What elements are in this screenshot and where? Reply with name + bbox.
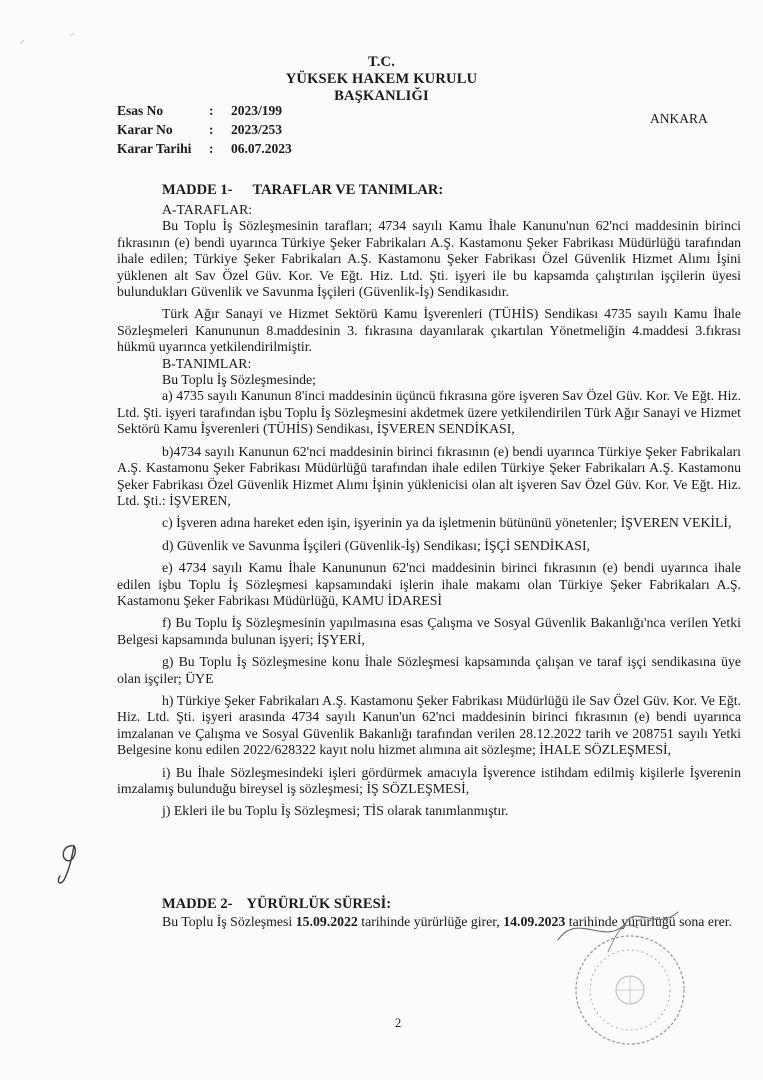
validity-text-pre: Bu Toplu İş Sözleşmesi [162, 914, 293, 929]
validity-text-mid: tarihinde yürürlüğe girer, [361, 914, 500, 929]
city: ANKARA [650, 111, 708, 126]
taraflar-paragraph-2: Türk Ağır Sanayi ve Hizmet Sektörü Kamu İşverenleri (TÜHİS) Sendikası 4735 sayılı Kamu İhale Sözleşmeleri Kanununun 8.maddesinin 3. fıkrasına dayanılarak çıkartılan Yönetmeliğin 4.maddesi 3.fıkrası hükmü uyarınca yetkilendirilmiştir. [117, 306, 741, 355]
definition-e: e) 4734 sayılı Kamu İhale Kanununun 62'nci maddesinin birinci fıkrasının (e) bendi uyarınca ihale edilen işbu Toplu İş Sözleşmesi kapsamındaki işlerin ihale makamı olan Türkiye Şeker Fabrikaları A.Ş. Kastamonu Şeker Fabrikası Müdürlüğü, KAMU İDARESİ [117, 560, 741, 608]
definition-a: a) 4735 sayılı Kanunun 8'inci maddesinin üçüncü fıkrasına göre işveren Sav Özel Güv. Kor. Ve Eğt. Hiz. Ltd. Şti. işyeri tarafından işbu Toplu İş Sözleşmesini akdetmek üzere yetkilendirilen Türk Ağır Sanayi ve Hizmet Sektörü Kamu İşverenleri (TÜHİS) Sendikası, İŞVEREN SENDİKASI, [117, 388, 741, 437]
tarih-row [117, 139, 292, 158]
karar-label: Karar No [117, 122, 173, 137]
definition-d: d) Güvenlik ve Savunma İşçileri (Güvenlik-İş) Sendikası; İŞÇİ SENDİKASI, [162, 537, 591, 553]
tarih-label: Karar Tarihi [117, 141, 192, 156]
header-presidency: BAŞKANLIĞI [334, 88, 429, 104]
madde2-title: YÜRÜRLÜK SÜRESİ: [246, 896, 392, 912]
definition-f: f) Bu Toplu İş Sözleşmesinin yapılmasına esas Çalışma ve Sosyal Güvenlik Bakanlığı'nca verilen Yetki Belgesi kapsamında bulunan işyeri; İŞYERİ, [117, 615, 741, 647]
header-tc: T.C. [367, 54, 396, 70]
colon: : [209, 141, 214, 156]
madde1-body [117, 202, 741, 820]
madde1-number: MADDE 1- [162, 182, 233, 198]
case-meta [117, 101, 292, 158]
taraflar-paragraph-1: Bu Toplu İş Sözleşmesinin tarafları; 4734 sayılı Kamu İhale Kanunu'nun 62'nci maddesinin birinci fıkrasının (e) bendi uyarınca Türkiye Şeker Fabrikaları A.Ş. Kastamonu Şeker Fabrikası Müdürlüğü tarafından ihale edilen; Türkiye Şeker Fabrikaları A.Ş. Kastamonu Şeker Fabrikası Özel Güvenlik Hizmet Alımı İşini yüklenen alt Sav Özel Güv. Kor. Ve Eğt. Hiz. Ltd. Şti. işyeri ile bu kapsamda çalıştırılan işçilerin üyesi bulundukları Güvenlik ve Savunma İşçileri (Güvenlik-İş) Sendikasıdır. [117, 218, 741, 300]
definition-b: b)4734 sayılı Kanunun 62'nci maddesinin birinci fıkrasının (e) bendi uyarınca Türkiye Şeker Fabrikaları A.Ş. Kastamonu Şeker Fabrikası Müdürlüğü tarafından ihale edilen Türkiye Şeker Fabrikaları A.Ş. Kastamonu Şeker Fabrikası Özel Güvenlik Hizmet Alımı İşinin yüklenicisi olan alt işveren Sav Özel Güv. Kor. Ve Eğt. Hiz. Ltd. Şti.: İŞVEREN, [117, 443, 741, 508]
definition-c: c) İşveren adına hareket eden işin, işyerinin ya da işletmenin bütününü yönetenler; İŞVEREN VEKİLİ, [162, 515, 732, 531]
start-date: 15.09.2022 [295, 914, 358, 929]
tanimlar-intro: Bu Toplu İş Sözleşmesinde; [162, 372, 316, 388]
official-stamp-icon [570, 930, 690, 1050]
b-tanimlar-title: B-TANIMLAR: [162, 355, 252, 371]
definition-i: i) Bu İhale Sözleşmesindeki işleri gördürmek amacıyla İşverence istihdam edilmiş kişilerle İşverenin imzalamış bulunduğu bireysel iş sözleşmesi; İŞ SÖZLEŞMESİ, [117, 764, 741, 796]
madde1-heading [162, 182, 443, 199]
madde2-number: MADDE 2- [162, 896, 233, 912]
tarih-value: 06.07.2023 [231, 141, 292, 156]
header-institution: YÜKSEK HAKEM KURULU [285, 71, 478, 87]
a-taraflar-title: A-TARAFLAR: [162, 202, 253, 217]
definition-g: g) Bu Toplu İş Sözleşmesine konu İhale Sözleşmesi kapsamında çalışan ve taraf işçi sendikasına üye olan işçiler; ÜYE [117, 654, 741, 686]
definition-j: j) Ekleri ile bu Toplu İş Sözleşmesi; TİS olarak tanımlanmıştır. [162, 803, 509, 819]
karar-row [117, 120, 292, 139]
signature-initials-icon [52, 838, 92, 888]
colon: : [209, 122, 214, 137]
karar-value: 2023/253 [231, 122, 283, 137]
madde1-title: TARAFLAR VE TANIMLAR: [252, 182, 444, 198]
esas-row [117, 101, 292, 120]
madde2-heading [162, 896, 391, 913]
page-number: 2 [395, 1016, 402, 1030]
validity-text-post: tarihinde yürürlüğü sona erer. [568, 914, 732, 929]
esas-label: Esas No [117, 103, 164, 118]
end-date: 14.09.2023 [503, 914, 566, 929]
scan-mark-icon [18, 30, 78, 50]
definition-h: h) Türkiye Şeker Fabrikaları A.Ş. Kastamonu Şeker Fabrikası Müdürlüğü ile Sav Özel Güv. Kor. Ve Eğt. Hiz. Ltd. Şti. işyeri arasında 4734 sayılı Kanun'un 62'nci maddesinin birinci fıkrasının (e) bendi uyarınca imzalanan ve Çalışma ve Sosyal Güvenlik Bakanlığı tarafından verilen 28.12.2022 tarih ve 208751 sayılı Yetki Belgesine konu edilen 2022/628322 kayıt nolu hizmet alımına ait sözleşme; İHALE SÖZLEŞMESİ, [117, 692, 741, 758]
esas-value: 2023/199 [231, 103, 283, 118]
colon: : [209, 103, 214, 118]
